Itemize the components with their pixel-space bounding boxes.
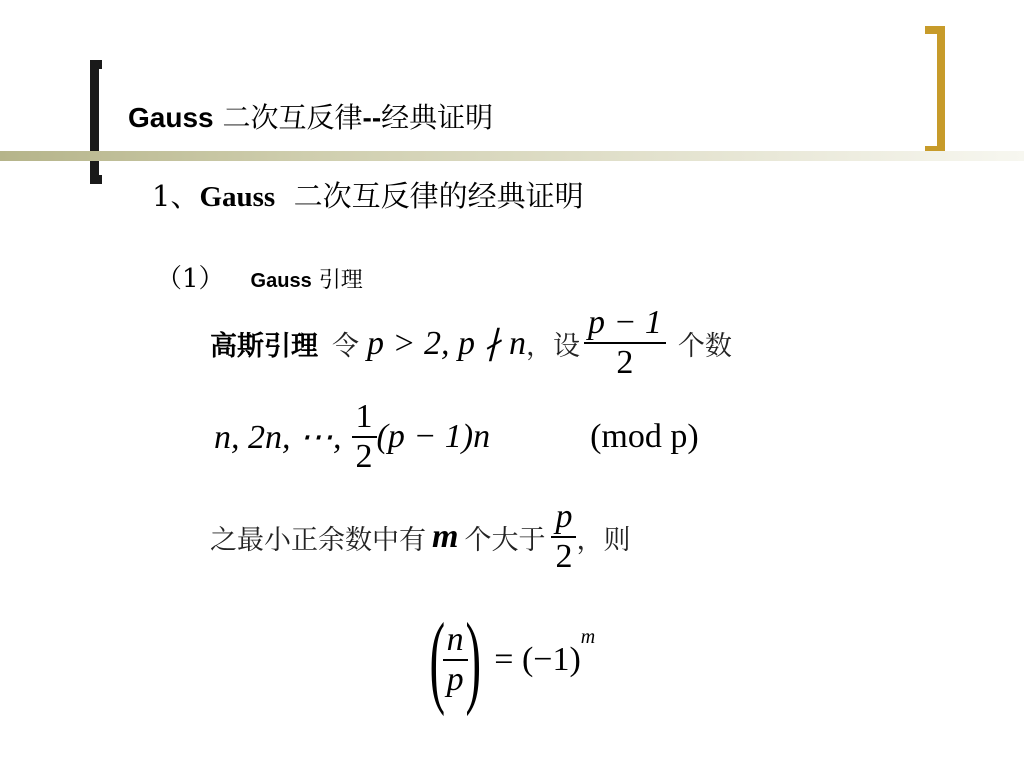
line3-m: m — [432, 518, 459, 555]
exponent-m: m — [580, 626, 596, 648]
lemma-count-word: 个数 — [677, 330, 732, 362]
line3-part-b: 个大于 — [464, 524, 546, 556]
sub-en: Gauss — [250, 270, 312, 292]
right-paren: ) — [465, 602, 481, 717]
title-cn2: 经典证明 — [381, 101, 494, 134]
line3-part-a: 之最小正余数中有 — [210, 524, 426, 556]
heading-en: Gauss — [199, 181, 276, 213]
fraction-1-over-2 — [352, 400, 377, 474]
frac1-denominator: 2 — [616, 344, 634, 381]
frac3-denominator: 2 — [555, 538, 573, 575]
lemma-sequence: n, 2n, ⋯, — [214, 419, 342, 456]
heading-cn: 二次互反律的经典证明 — [275, 179, 584, 213]
title-underline-bar — [0, 151, 1024, 161]
frac2-denominator: 2 — [355, 438, 373, 475]
subsection-heading — [156, 258, 363, 295]
left-bracket-decoration — [90, 60, 102, 184]
lemma-set: 设 — [552, 330, 580, 362]
frac3-numerator: p — [555, 498, 573, 535]
right-bracket-decoration — [925, 26, 945, 154]
title-dash: -- — [362, 102, 382, 133]
lemma-line-1 — [210, 306, 732, 380]
slide-title — [128, 96, 493, 136]
fraction-p-minus-1-over-2 — [584, 306, 666, 380]
legendre-numerator: n — [446, 621, 464, 658]
section-heading — [152, 174, 584, 215]
lemma-line-3 — [210, 500, 630, 574]
heading-number: 1、 — [152, 179, 200, 213]
line3-part-c: ，则 — [576, 524, 631, 556]
equation-rhs: = (−1) — [494, 641, 581, 678]
legendre-symbol — [443, 623, 468, 697]
lemma-sequence-end: (p − 1)n — [376, 418, 491, 455]
frac2-numerator: 1 — [355, 398, 373, 435]
legendre-equation — [420, 602, 596, 717]
title-en: Gauss — [128, 102, 214, 133]
left-paren: ( — [429, 602, 446, 717]
lemma-line-2 — [214, 400, 699, 474]
sub-number: （1） — [156, 264, 225, 294]
fraction-p-over-2 — [551, 500, 576, 574]
legendre-denominator: p — [446, 661, 464, 698]
lemma-comma: ， — [525, 330, 553, 362]
lemma-label: 高斯引理 — [210, 330, 318, 362]
lemma-let: 令 — [332, 330, 359, 362]
title-cn: 二次互反律 — [213, 101, 363, 134]
lemma-mod: (mod p) — [590, 418, 699, 455]
sub-cn: 引理 — [311, 268, 363, 293]
lemma-condition: p > 2, p ∤ n — [367, 325, 526, 362]
frac1-numerator: p − 1 — [587, 304, 662, 341]
